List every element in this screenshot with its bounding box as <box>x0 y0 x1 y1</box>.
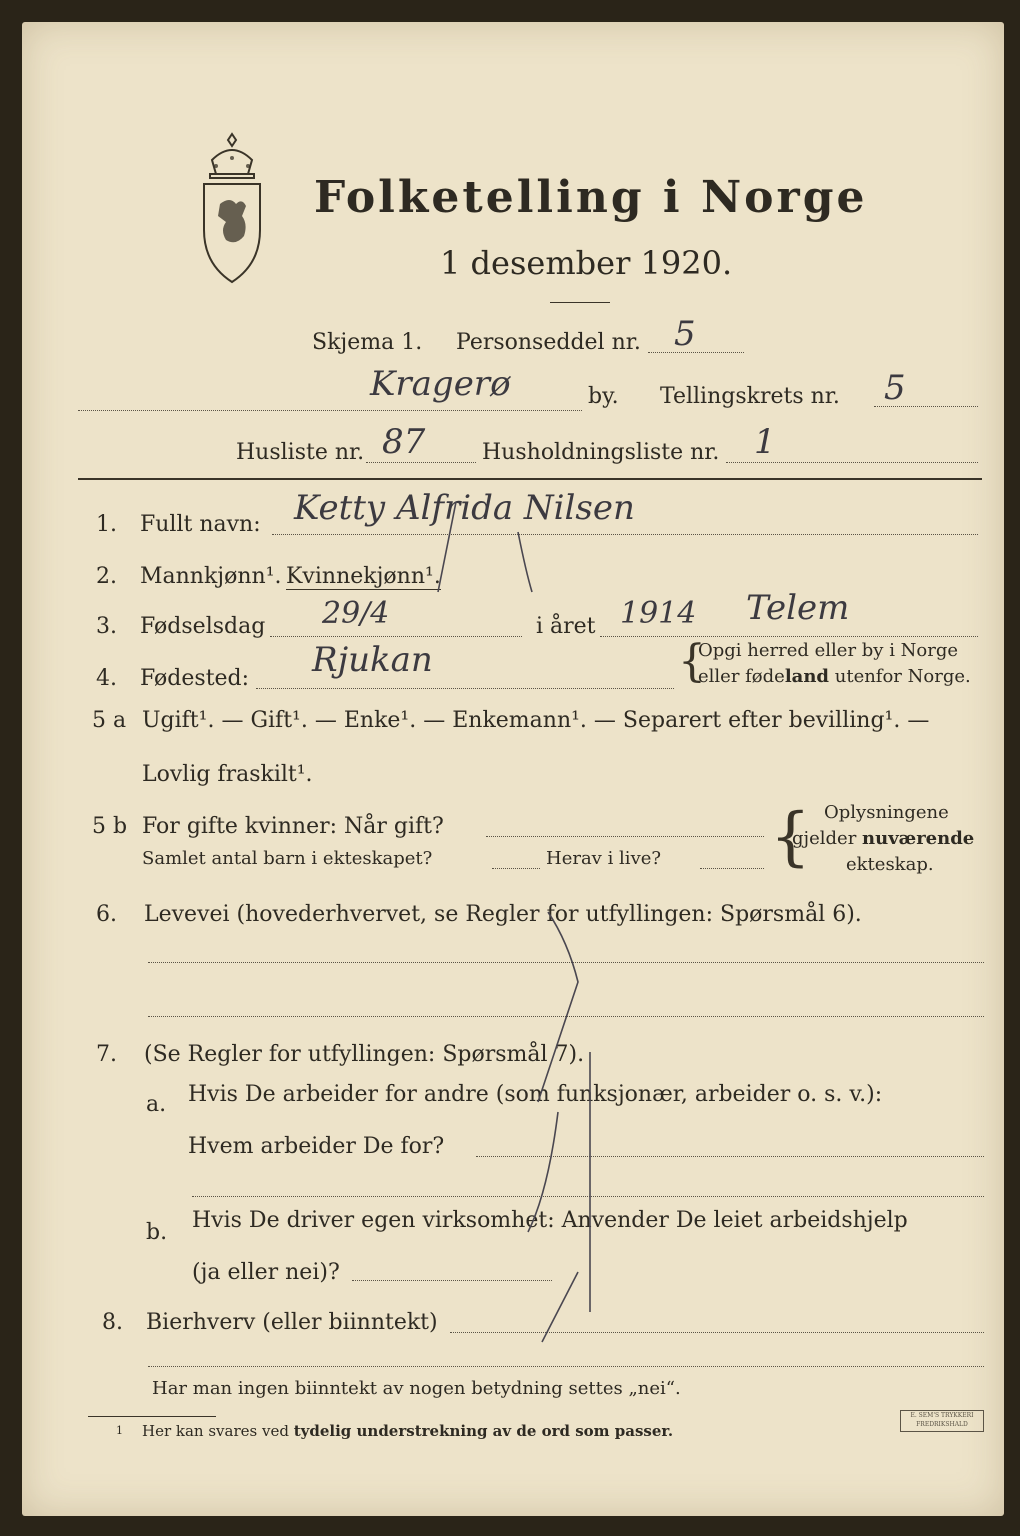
form-title: Folketelling i Norge <box>314 172 868 223</box>
census-form-page <box>22 22 1004 1516</box>
q4-value: Rjukan <box>312 640 433 680</box>
q3-value: 29/4 <box>322 596 390 631</box>
tellingskrets-label: Tellingskrets nr. <box>660 384 840 409</box>
q1-value: Ketty Alfrida Nilsen <box>294 488 635 528</box>
q7a-line2: Hvem arbeider De for? <box>188 1134 445 1159</box>
q4-note-line1: Opgi herred eller by i Norge <box>698 640 959 661</box>
q5a-number: 5 a <box>92 708 127 733</box>
footnote-number: 1 <box>116 1424 123 1437</box>
q5b-children-alive-line <box>700 868 764 869</box>
footnote-text: Her kan svares ved tydelig understrekning av de ord som passer. <box>142 1422 674 1440</box>
q3-number: 3. <box>96 614 117 639</box>
printer-stamp: E. SEM'S TRYKKERI FREDRIKSHALD <box>900 1410 984 1432</box>
by-label: by. <box>588 384 619 409</box>
q4-label: Fødested: <box>140 666 250 691</box>
husholdningsliste-line <box>726 462 978 463</box>
personseddel-label: Personseddel nr. <box>456 330 641 355</box>
q3-year-line <box>600 636 978 637</box>
q8-number: 8. <box>102 1310 123 1335</box>
header-rule <box>78 478 982 480</box>
q5a-options-line2: Lovlig fraskilt¹. <box>142 762 313 787</box>
tellingskrets-value: 5 <box>884 368 906 408</box>
coat-of-arms-icon <box>190 130 274 290</box>
q7-label: (Se Regler for utfyllingen: Spørsmål 7). <box>144 1042 585 1067</box>
q7b-number: b. <box>146 1220 168 1245</box>
q8-line2 <box>148 1366 984 1367</box>
q5b-note-line3: ekteskap. <box>846 854 934 875</box>
husliste-value: 87 <box>382 422 426 462</box>
q4-number: 4. <box>96 666 117 691</box>
q1-label: Fullt navn: <box>140 512 261 537</box>
q7-number: 7. <box>96 1042 117 1067</box>
q5b-number: 5 b <box>92 814 128 839</box>
husholdningsliste-value: 1 <box>754 422 776 462</box>
q3-extra-note: Telem <box>746 588 850 628</box>
q5b-children-alive: Herav i live? <box>546 848 662 869</box>
q5b-note-line1: Oplysningene <box>824 802 949 823</box>
footer-note: Har man ingen biinntekt av nogen betydning settes „nei“. <box>152 1378 681 1399</box>
q5b-children-total: Samlet antal barn i ekteskapet? <box>142 848 433 869</box>
husliste-line <box>366 462 476 463</box>
q5b-brace: { <box>770 800 811 874</box>
husliste-label: Husliste nr. <box>236 440 365 465</box>
footnote-rule <box>88 1416 216 1417</box>
q8-label: Bierhverv (eller biinntekt) <box>146 1310 438 1335</box>
census-date: 1 desember 1920. <box>440 244 733 282</box>
q3-year-value: 1914 <box>620 596 697 631</box>
q7a-number: a. <box>146 1092 167 1117</box>
personseddel-line <box>648 352 744 353</box>
town-value: Kragerø <box>370 364 511 404</box>
title-divider <box>550 302 610 303</box>
q3-label: Fødselsdag <box>140 614 266 639</box>
q5b-note-line2: gjelder nuværende <box>792 828 975 849</box>
q6-label: Levevei (hovederhvervet, se Regler for utfyllingen: Spørsmål 6). <box>144 902 862 927</box>
q6-number: 6. <box>96 902 117 927</box>
q7b-line1: Hvis De driver egen virksomhet: Anvender De leiet arbeidshjelp <box>192 1208 908 1233</box>
q2-male: Mannkjønn¹. <box>140 564 282 589</box>
q1-line <box>272 534 978 535</box>
q7a-line1: Hvis De arbeider for andre (som funksjonær, arbeider o. s. v.): <box>188 1082 883 1107</box>
q3-year-label: i året <box>536 614 596 639</box>
husholdningsliste-label: Husholdningsliste nr. <box>482 440 720 465</box>
q2-number: 2. <box>96 564 117 589</box>
q7b-line2: (ja eller nei)? <box>192 1260 340 1285</box>
q1-number: 1. <box>96 512 117 537</box>
q4-brace: { <box>678 636 706 687</box>
q2-female: Kvinnekjønn¹. <box>286 564 441 589</box>
q4-note-line2: eller fødeland utenfor Norge. <box>698 666 971 687</box>
q5b-married-when: For gifte kvinner: Når gift? <box>142 814 444 839</box>
town-line <box>78 410 582 411</box>
personseddel-value: 5 <box>674 314 696 354</box>
q5a-options-line1: Ugift¹. — Gift¹. — Enke¹. — Enkemann¹. — Separert efter bevilling¹. — <box>142 708 930 733</box>
skjema-label: Skjema 1. <box>312 330 423 355</box>
handwritten-strike-marks <box>418 492 618 1352</box>
